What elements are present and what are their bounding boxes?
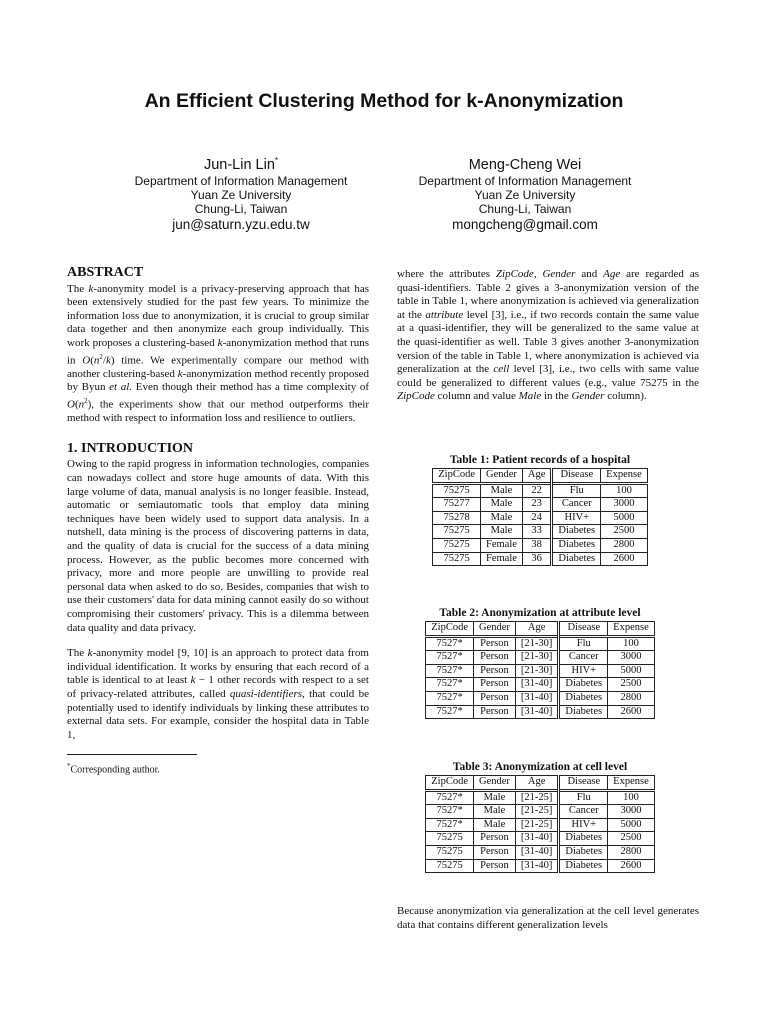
table-2 (380, 607, 700, 719)
table-cell: 3000 (608, 651, 655, 665)
table-header-cell: ZipCode (426, 622, 474, 637)
table-cell: 75275 (426, 859, 474, 873)
table-1 (380, 454, 700, 566)
table-cell: 75278 (433, 511, 481, 525)
table-cell: 2600 (608, 705, 655, 719)
table-header-cell: Gender (474, 622, 516, 637)
table-header-cell: Disease (559, 776, 608, 791)
table-header-cell: Age (522, 469, 552, 484)
table-row (426, 805, 654, 819)
table-cell: 33 (522, 525, 552, 539)
abstract-heading: ABSTRACT (67, 265, 144, 280)
table-cell: [21-25] (515, 818, 559, 832)
table-row (426, 691, 654, 705)
table-cell: 100 (601, 483, 648, 498)
author-email: mongcheng@gmail.com (452, 217, 598, 232)
table-cell: [21-30] (515, 636, 559, 651)
table-cell: 7527* (426, 651, 474, 665)
table-cell: 7527* (426, 691, 474, 705)
table-cell: 24 (522, 511, 552, 525)
table-cell: 7527* (426, 790, 474, 805)
table-caption: Table 1: Patient records of a hospital (449, 454, 631, 466)
table-row (426, 664, 654, 678)
table-cell: 75275 (433, 552, 481, 566)
intro-heading: 1. INTRODUCTION (67, 440, 194, 456)
table-cell: Person (474, 832, 516, 846)
table-row (426, 678, 654, 692)
table-cell: 2800 (608, 845, 655, 859)
table-cell: [31-40] (515, 859, 559, 873)
author-univ: Yuan Ze University (190, 188, 292, 202)
table-cell: Male (474, 818, 516, 832)
table-cell: Male (474, 790, 516, 805)
table-cell: Flu (552, 483, 601, 498)
table-cell: 2500 (601, 525, 648, 539)
table-row (426, 832, 654, 846)
table-row (433, 552, 647, 566)
table-cell: HIV+ (559, 664, 608, 678)
table-row (433, 511, 647, 525)
table-cell: 5000 (608, 664, 655, 678)
table-row (426, 636, 654, 651)
author-location: Chung-Li, Taiwan (478, 202, 572, 216)
right-bottom-paragraph: Because anonymization via generalization at the cell level generates data that contains different generalization levels (397, 905, 699, 931)
table-cell: 3000 (601, 498, 648, 512)
table-cell: 75275 (433, 483, 481, 498)
table-cell: 36 (522, 552, 552, 566)
right-column-bottom (397, 905, 699, 932)
table-cell: [31-40] (515, 691, 559, 705)
table-row (426, 859, 654, 873)
table-cell: 7527* (426, 705, 474, 719)
table-cell: [31-40] (515, 845, 559, 859)
author-location: Chung-Li, Taiwan (194, 202, 288, 216)
abstract-text: The k-anonymity model is a privacy-preserving approach that has been extensively studied for the past few years. To minimize the information loss due to anonymization, it is crucial to group similar data together and then anonymize each group individually. This work proposes a clustering-based k-anonymization method that runs in $O(n^2/k)$ time. We experimentally compare our method with another clustering-based k-anonymization method recently proposed by Byun et al. Even though their method has a time complexity of $O(n^2)$, the experiments show that our method outperforms their method with respect to information loss and resilience to outliers. (67, 282, 370, 425)
table-cell: Male (474, 805, 516, 819)
table-header-cell: Disease (552, 469, 601, 484)
table-cell: Cancer (559, 805, 608, 819)
table-cell: Diabetes (559, 691, 608, 705)
table-cell: 7527* (426, 664, 474, 678)
author-email: jun@saturn.yzu.edu.tw (172, 217, 310, 232)
right-column (397, 268, 699, 404)
table-cell: Diabetes (552, 525, 601, 539)
table-cell: 100 (608, 636, 655, 651)
table-row (426, 705, 654, 719)
table-header-cell: Expense (601, 469, 648, 484)
intro-paragraph-1: Owing to the rapid progress in information technologies, companies can nowadays collect and store huge amounts of data. With this large volume of data, manual analysis is no longer feasible. Instead, automatic or semiautomatic tools that employ data mining techniques have been widely used to support data analysis. In a nutshell, data mining is the process of discovering patterns in data, and the quality of data is crucial for the success of a data mining process. However, as the public becomes more concerned with privacy, more and more people are unwilling to provide real personal data when asked to do so. Besides, companies that wish to use their customers' data for data mining cannot easily do so without compromising their customers' privacy. This is a dilemma between data quality and data privacy. (67, 458, 369, 634)
table-cell: Person (474, 691, 516, 705)
table-cell: Flu (559, 790, 608, 805)
table-cell: 75275 (433, 538, 481, 552)
table-caption: Table 3: Anonymization at cell level (452, 761, 628, 773)
table-cell: [21-30] (515, 664, 559, 678)
table-header-cell: Expense (608, 776, 655, 791)
left-column (67, 266, 369, 777)
table-header-cell: Disease (559, 622, 608, 637)
table-header-cell: Gender (481, 469, 523, 484)
table-cell: Person (474, 859, 516, 873)
table-cell: Person (474, 651, 516, 665)
table-cell: [21-25] (515, 805, 559, 819)
table-header-cell: Age (515, 776, 559, 791)
table-cell: 75275 (426, 845, 474, 859)
table-cell: [21-30] (515, 651, 559, 665)
table-cell: Cancer (552, 498, 601, 512)
table-row (433, 483, 647, 498)
table-cell: HIV+ (552, 511, 601, 525)
table-cell: Diabetes (559, 678, 608, 692)
table-cell: Diabetes (559, 832, 608, 846)
table-cell: Male (481, 498, 523, 512)
table-cell: [31-40] (515, 705, 559, 719)
table-header-cell: Expense (608, 622, 655, 637)
table-cell: Diabetes (552, 538, 601, 552)
author-dept: Department of Information Management (134, 174, 348, 188)
table-cell: Person (474, 636, 516, 651)
table-cell: 75275 (426, 832, 474, 846)
table-header-cell: Gender (474, 776, 516, 791)
table-cell: Person (474, 845, 516, 859)
table-cell: 2800 (601, 538, 648, 552)
table-cell: 2600 (608, 859, 655, 873)
table-header-cell: Age (515, 622, 559, 637)
table-cell: 23 (522, 498, 552, 512)
table-cell: [21-25] (515, 790, 559, 805)
table-row (433, 498, 647, 512)
table-cell: 5000 (601, 511, 648, 525)
intro-paragraph-2: The k-anonymity model [9, 10] is an approach to protect data from individual identification. It works by ensuring that each record of a table is identical to at least k − 1 other records with respect to a set of privacy-related attributes, called quasi-identifiers, that could be potentially used to identify individuals by linking these attributes to external data sets. For example, consider the hospital data in Table 1, (67, 647, 369, 741)
table-row (426, 651, 654, 665)
table-cell: [31-40] (515, 678, 559, 692)
table-cell: 7527* (426, 636, 474, 651)
table-cell: Diabetes (559, 859, 608, 873)
table-3 (380, 761, 700, 873)
table-header-cell: ZipCode (433, 469, 481, 484)
table-row (433, 538, 647, 552)
table-cell: Person (474, 678, 516, 692)
table-cell: 2500 (608, 832, 655, 846)
table-cell: 38 (522, 538, 552, 552)
table-cell: 75275 (433, 525, 481, 539)
table-cell: Female (481, 552, 523, 566)
table-cell: 2600 (601, 552, 648, 566)
table-header-cell: ZipCode (426, 776, 474, 791)
author-block-2 (380, 156, 670, 233)
table-cell: 7527* (426, 805, 474, 819)
table-cell: 22 (522, 483, 552, 498)
table-cell: Person (474, 664, 516, 678)
table-cell: Person (474, 705, 516, 719)
table-cell: HIV+ (559, 818, 608, 832)
table-cell: 3000 (608, 805, 655, 819)
table-cell: Male (481, 483, 523, 498)
table-cell: Diabetes (552, 552, 601, 566)
table-cell: Female (481, 538, 523, 552)
footnote-rule (67, 754, 197, 755)
author-name: Meng-Cheng Wei (468, 157, 582, 173)
right-paragraph: where the attributes ZipCode, Gender and Age are regarded as quasi-identifiers. Table 2 gives a 3-anonymization version of the table in Table 1, where anonymization is achieved via generalization at the attribute level [3], i.e., if two records contain the same value at a quasi-identifier, they will be generalized to the same value at the quasi-identifier as well. Table 3 gives another 3-anonymization version of the table in Table 1, where anonymization is achieved via generalization at the cell level [3], i.e., two cells with same value could be generalized to different values (e.g., value 75275 in the ZipCode column and value Male in the Gender column). (397, 268, 700, 403)
table-caption: Table 2: Anonymization at attribute level (439, 607, 641, 619)
author-block-1 (96, 156, 386, 233)
table-cell: Diabetes (559, 845, 608, 859)
table-cell: Male (481, 511, 523, 525)
footnote: *Corresponding author. (67, 762, 160, 776)
table-cell: 2500 (608, 678, 655, 692)
table-cell: Flu (559, 636, 608, 651)
table-row (426, 818, 654, 832)
table-cell: 100 (608, 790, 655, 805)
author-note-mark: * (274, 156, 279, 165)
table-cell: Diabetes (559, 705, 608, 719)
author-dept: Department of Information Management (418, 174, 632, 188)
table-row (426, 790, 654, 805)
table-cell: [31-40] (515, 832, 559, 846)
author-name: Jun-Lin Lin* (203, 156, 279, 173)
table-cell: 7527* (426, 818, 474, 832)
author-univ: Yuan Ze University (474, 188, 576, 202)
table-cell: 75277 (433, 498, 481, 512)
table-row (426, 845, 654, 859)
table-cell: 5000 (608, 818, 655, 832)
table-cell: Male (481, 525, 523, 539)
table-row (433, 525, 647, 539)
table-cell: Cancer (559, 651, 608, 665)
table-cell: 7527* (426, 678, 474, 692)
table-cell: 2800 (608, 691, 655, 705)
paper-title: An Efficient Clustering Method for k-Anonymization (144, 90, 624, 112)
